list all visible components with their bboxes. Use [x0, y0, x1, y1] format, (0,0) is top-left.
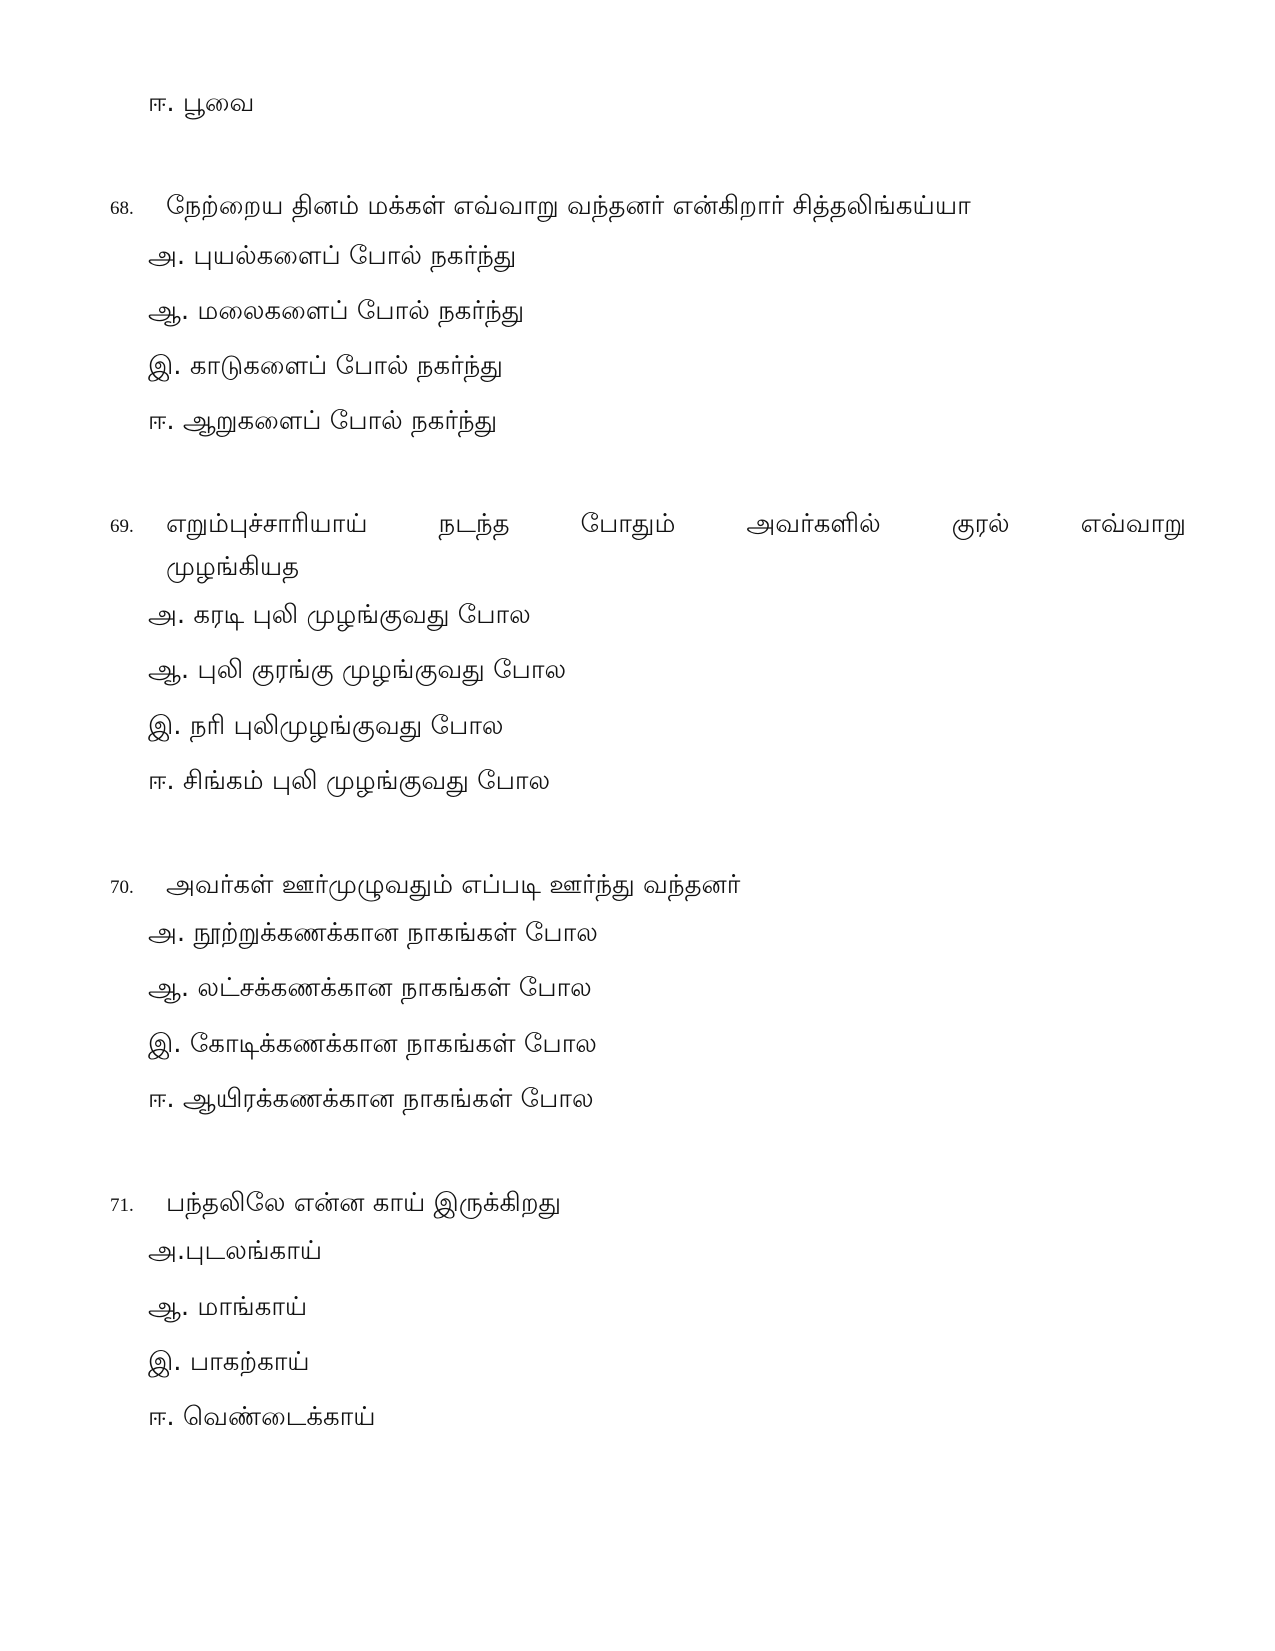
- question-word: எவ்வாறு: [1080, 509, 1186, 539]
- option-d: ஈ. ஆயிரக்கணக்கான நாகங்கள் போல: [148, 1084, 594, 1114]
- question-word: நடந்த: [438, 509, 510, 539]
- question-word: போதும்: [580, 509, 676, 539]
- option-b: ஆ. மலைகளைப் போல் நகர்ந்து: [148, 296, 525, 326]
- question-word: எறும்புச்சாரியாய்: [166, 509, 368, 539]
- option-a: அ. புயல்களைப் போல் நகர்ந்து: [148, 241, 517, 271]
- option-b: ஆ. லட்சக்கணக்கான நாகங்கள் போல: [148, 973, 592, 1003]
- option-c: இ. நரி புலிமுழங்குவது போல: [148, 711, 504, 741]
- question-number: 68.: [110, 198, 134, 219]
- option-c: இ. காடுகளைப் போல் நகர்ந்து: [148, 351, 503, 381]
- question-word: அவர்களில்: [746, 509, 881, 539]
- question-number: 70.: [110, 877, 134, 898]
- option-b: ஆ. மாங்காய்: [148, 1292, 308, 1322]
- option-d: ஈ. வெண்டைக்காய்: [148, 1402, 376, 1432]
- question-number: 69.: [110, 516, 134, 537]
- option-d: ஈ. சிங்கம் புலி முழங்குவது போல: [148, 766, 551, 796]
- question-text-continuation: முழங்கியத: [166, 552, 300, 582]
- option-b: ஆ. புலி குரங்கு முழங்குவது போல: [148, 655, 567, 685]
- question-text: பந்தலிலே என்ன காய் இருக்கிறது: [166, 1188, 562, 1218]
- question-word: குரல்: [951, 509, 1010, 539]
- option-a: அ. நூற்றுக்கணக்கான நாகங்கள் போல: [148, 918, 598, 948]
- option-d: ஈ. ஆறுகளைப் போல் நகர்ந்து: [148, 406, 498, 436]
- question-text: [166, 507, 1186, 541]
- carryover-option: ஈ. பூவை: [148, 88, 255, 118]
- option-a: அ.புடலங்காய்: [148, 1236, 323, 1266]
- question-text: அவர்கள் ஊர்முழுவதும் எப்படி ஊர்ந்து வந்தனர்: [166, 870, 741, 900]
- option-c: இ. பாகற்காய்: [148, 1347, 310, 1377]
- option-a: அ. கரடி புலி முழங்குவது போல: [148, 600, 531, 630]
- question-text: நேற்றைய தினம் மக்கள் எவ்வாறு வந்தனர் என்கிறார் சித்தலிங்கய்யா: [166, 191, 971, 221]
- question-number: 71.: [110, 1195, 134, 1216]
- option-c: இ. கோடிக்கணக்கான நாகங்கள் போல: [148, 1029, 597, 1059]
